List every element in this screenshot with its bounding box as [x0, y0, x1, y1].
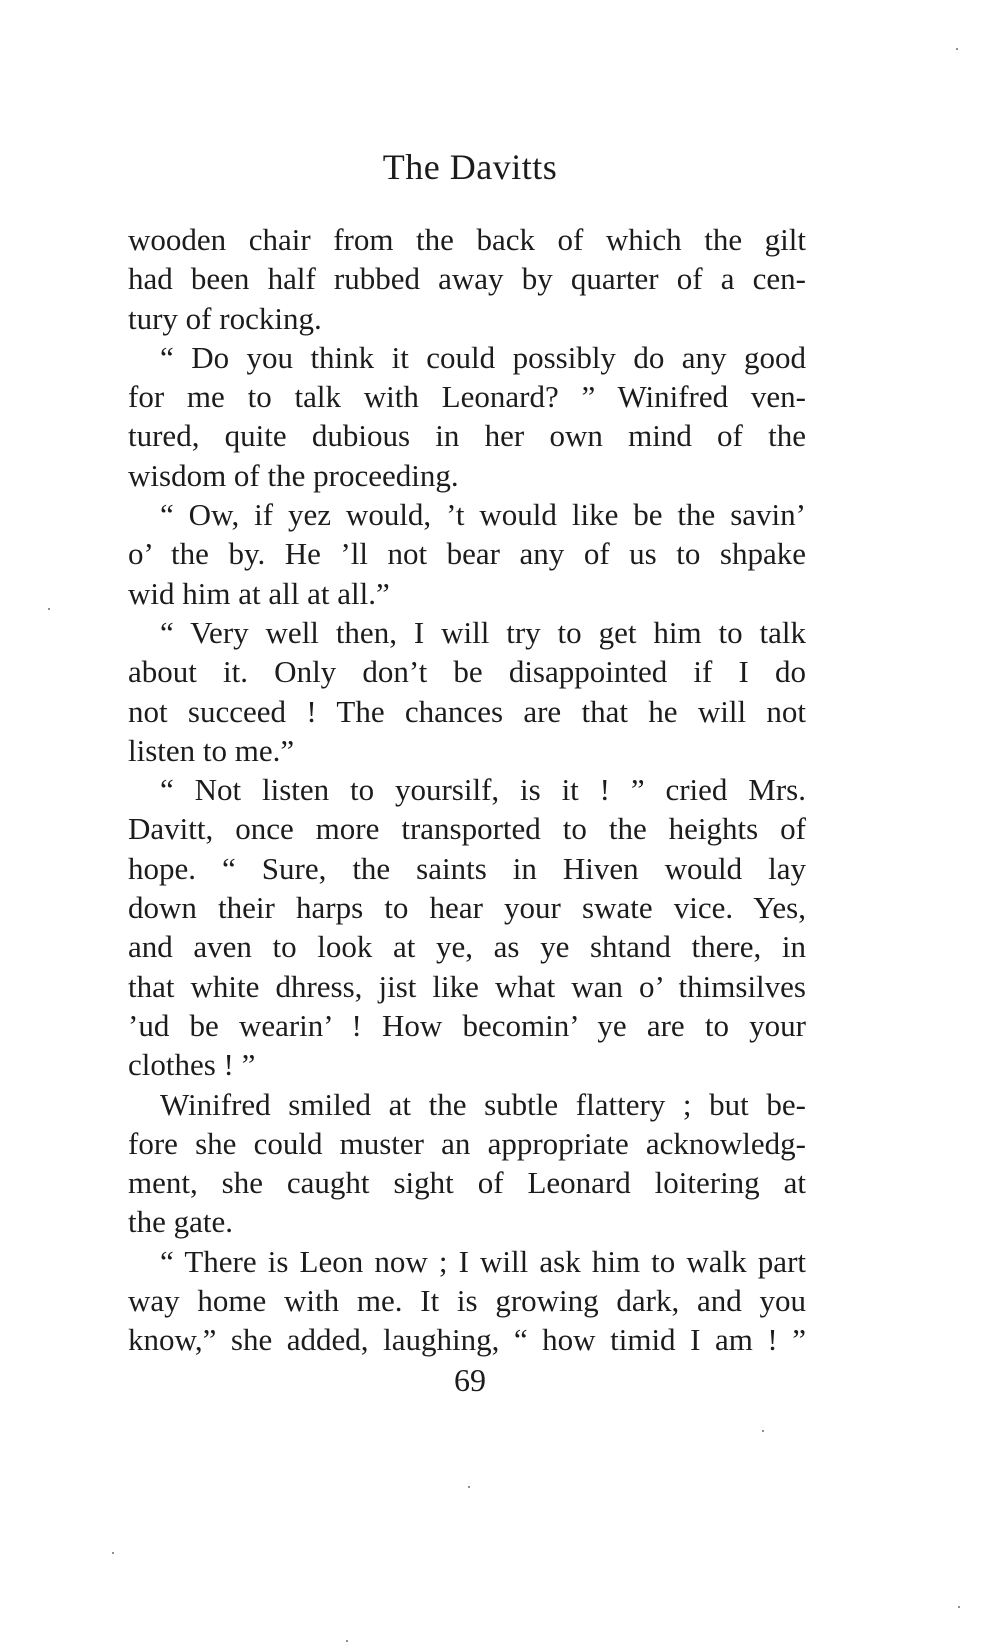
text-line: “ Very well then, I will try to get him to talk [160, 614, 806, 650]
scan-speck [468, 1486, 470, 1488]
text-line: fore she could muster an appropriate acknowledg- [128, 1125, 806, 1161]
text-line: tured, quite dubious in her own mind of the [128, 418, 806, 454]
text-line: down their harps to hear your swate vice. Yes, [128, 890, 806, 926]
paragraph [128, 613, 806, 770]
text-line: “ Ow, if yez would, ’t would like be the savin’ [160, 497, 806, 533]
text-line: not succeed ! The chances are that he will not [128, 693, 806, 729]
text-line: Winifred smiled at the subtle flattery ; but be- [160, 1086, 806, 1122]
scan-speck [346, 1640, 348, 1642]
text-line: wooden chair from the back of which the gilt [128, 222, 806, 257]
text-line: ment, she caught sight of Leonard loitering at [128, 1165, 806, 1201]
text-line: clothes ! ” [128, 1047, 256, 1083]
paragraph [128, 1242, 806, 1360]
paragraph [128, 338, 806, 495]
text-line: that white dhress, jist like what wan o’ thimsilves [128, 968, 806, 1004]
running-head: The Davitts [382, 147, 558, 187]
scan-speck [112, 1552, 114, 1554]
text-line: “ There is Leon now ; I will ask him to walk part [160, 1243, 806, 1279]
paragraph [128, 220, 806, 338]
text-line: tury of rocking. [128, 300, 322, 336]
text-line: about it. Only don’t be disappointed if I do [128, 654, 806, 690]
text-line: had been half rubbed away by quarter of a cen- [128, 261, 806, 297]
text-line: “ Do you think it could possibly do any good [160, 339, 806, 375]
text-line: o’ the by. He ’ll not bear any of us to shpake [128, 536, 806, 572]
text-line: “ Not listen to yoursilf, is it ! ” cried Mrs. [160, 772, 806, 808]
text-line: wid him at all at all.” [128, 575, 390, 611]
text-line: listen to me.” [128, 732, 295, 768]
scan-speck [762, 1430, 764, 1432]
scan-speck [48, 608, 50, 610]
text-line: way home with me. It is growing dark, and you [128, 1283, 806, 1319]
paragraph [128, 495, 806, 613]
text-line: the gate. [128, 1204, 234, 1240]
page-number: 69 [454, 1362, 486, 1398]
paragraph [128, 1085, 806, 1242]
text-line: ’ud be wearin’ ! How becomin’ ye are to your [128, 1007, 806, 1043]
text-line: and aven to look at ye, as ye shtand there, in [128, 929, 806, 965]
scan-speck [958, 1606, 960, 1608]
text-line: for me to talk with Leonard? ” Winifred ven- [128, 379, 806, 415]
text-line: know,” she added, laughing, “ how timid I am ! ” [128, 1322, 806, 1358]
text-line: wisdom of the proceeding. [128, 457, 459, 493]
text-line: hope. “ Sure, the saints in Hiven would lay [128, 850, 806, 886]
scan-speck [956, 48, 958, 50]
text-line: Davitt, once more transported to the heights of [128, 811, 806, 847]
paragraph [128, 770, 806, 1084]
body-text [128, 220, 806, 1360]
